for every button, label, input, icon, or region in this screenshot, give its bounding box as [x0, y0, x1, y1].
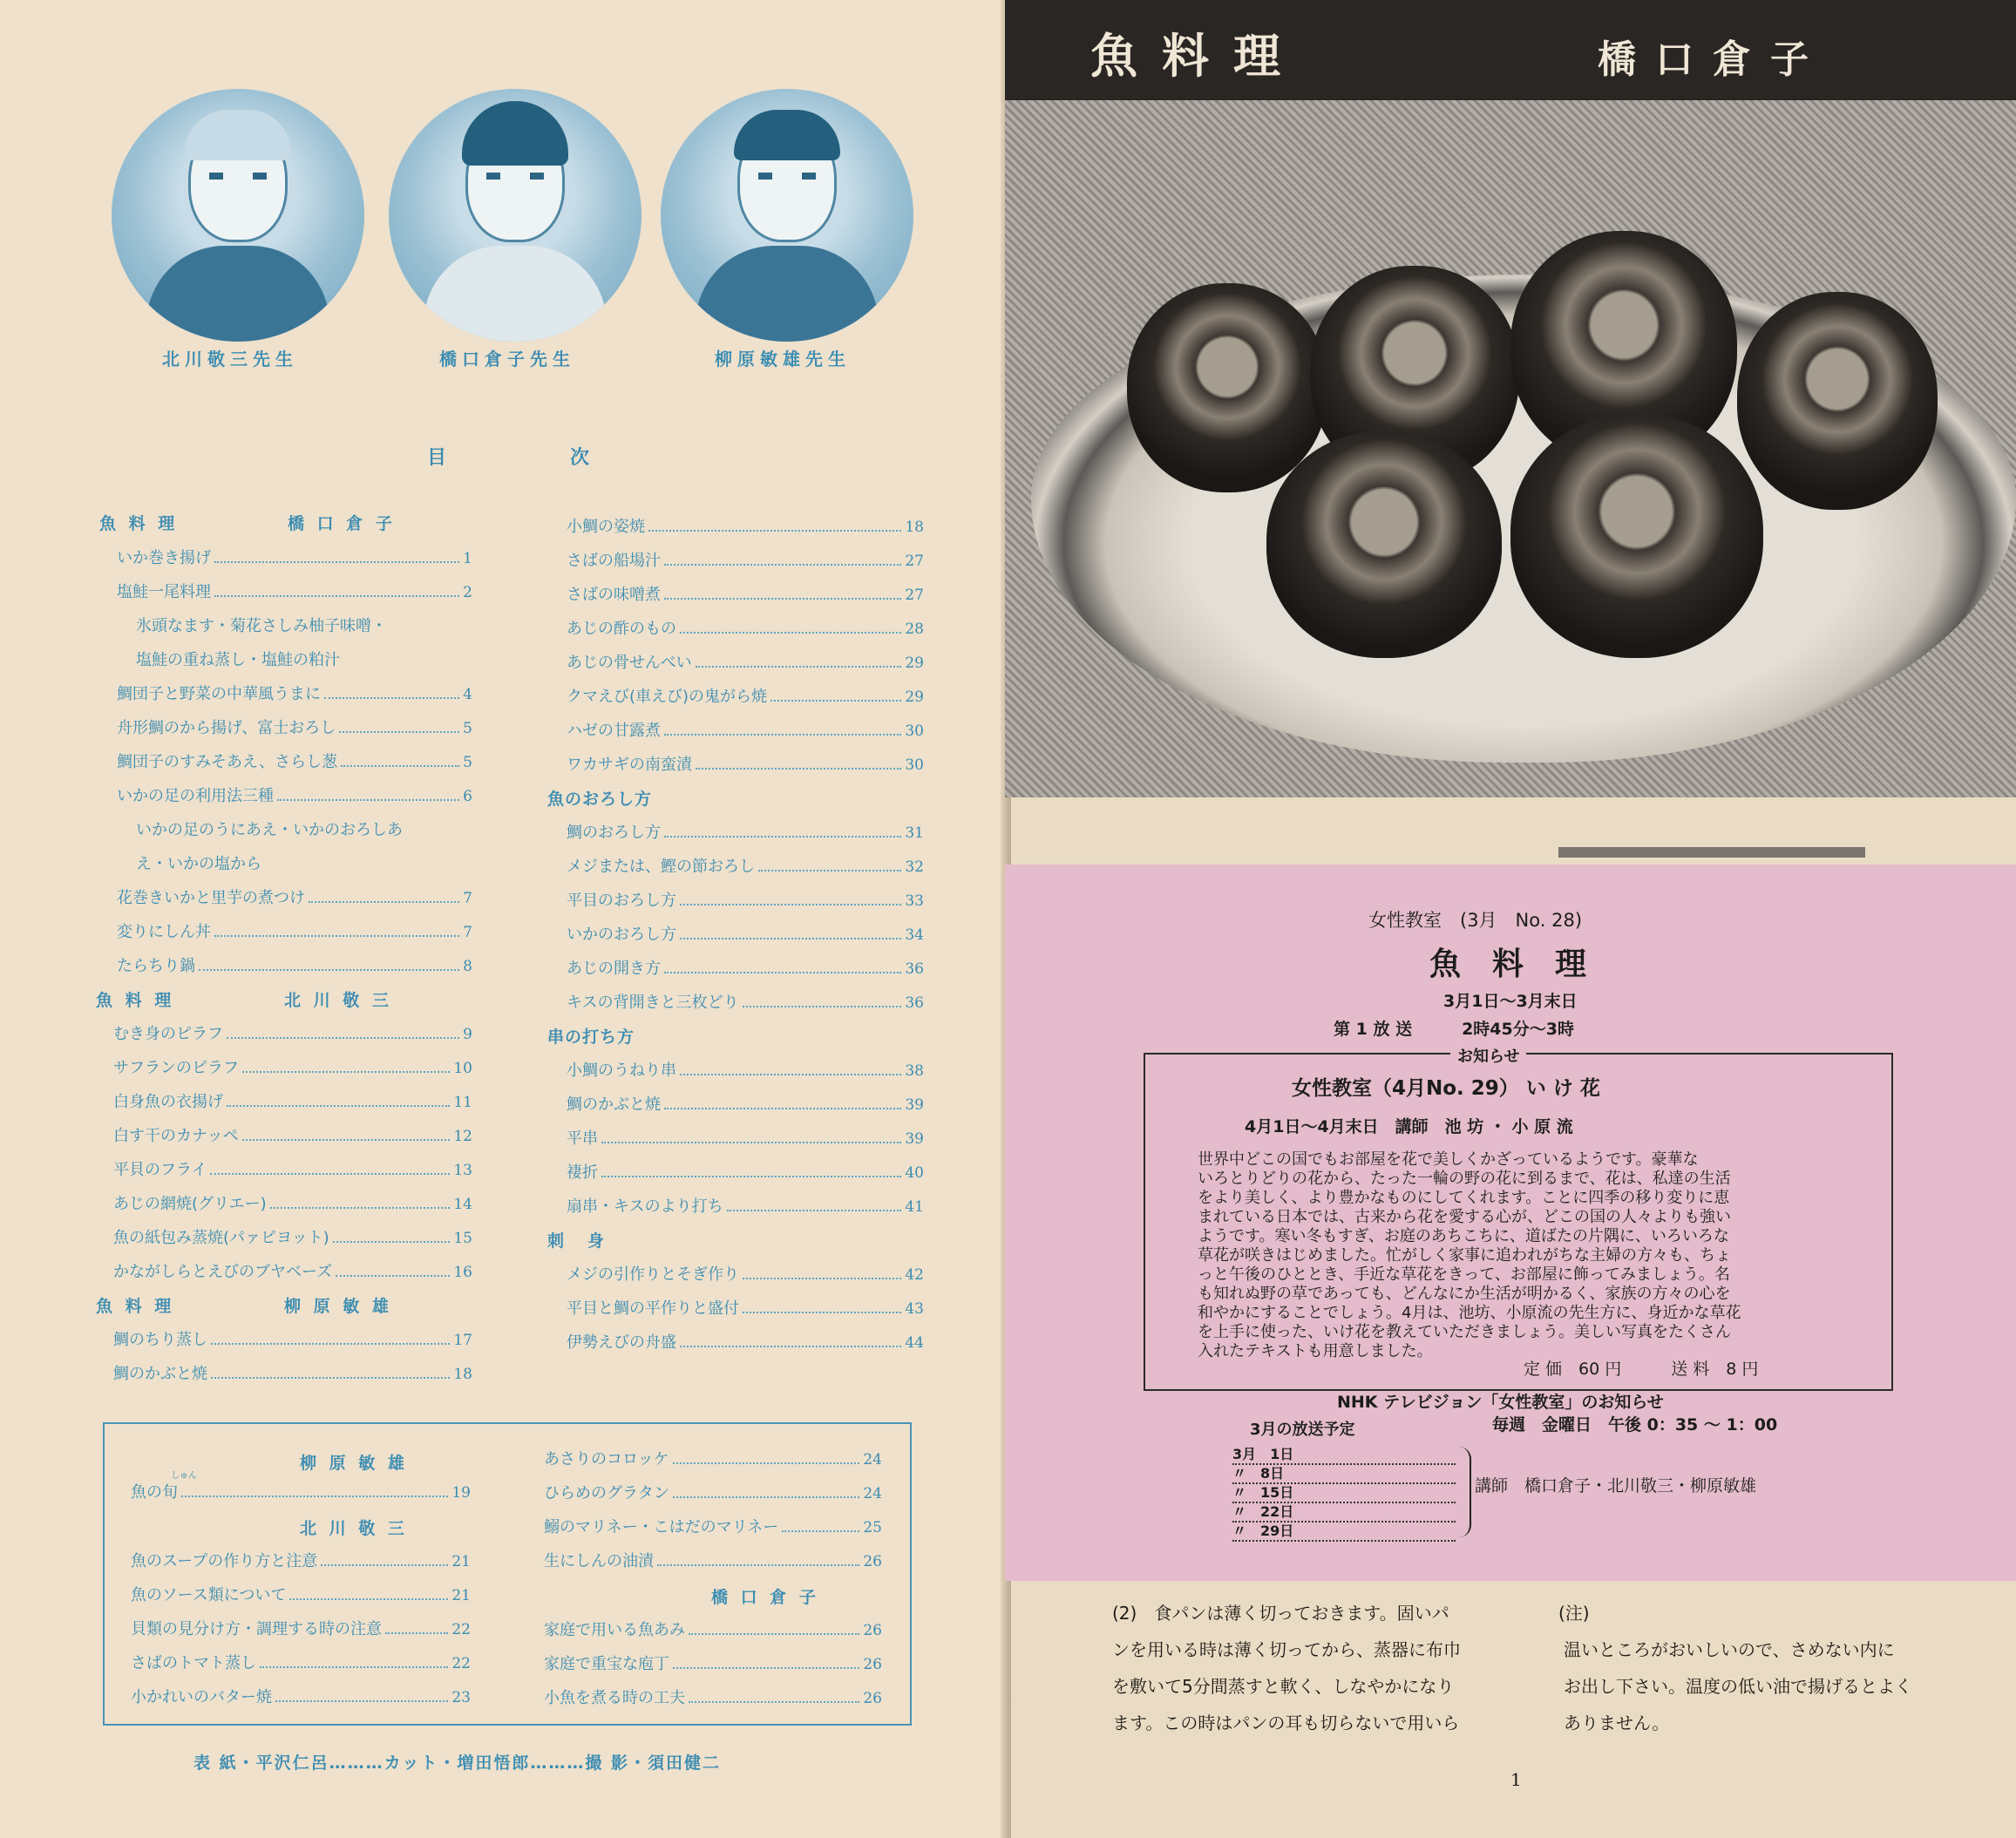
toc-entry-title: 小鯛の姿焼	[567, 518, 645, 536]
leader-dots	[770, 700, 901, 702]
toc-subentry: 塩鮭の重ね蒸し・塩鮭の粕汁	[136, 651, 340, 669]
leader-dots	[664, 598, 901, 600]
toc-page-number: 15	[453, 1230, 472, 1247]
toc-entry	[117, 919, 472, 942]
toc-entry-title: 平串	[567, 1129, 598, 1148]
toc-page-number: 31	[905, 824, 924, 842]
leader-dots	[601, 1176, 901, 1177]
toc-page-number: 17	[453, 1332, 472, 1349]
toc-entry-title: さばのトマト蒸し	[131, 1654, 256, 1672]
toc-entry	[567, 752, 924, 775]
toc-subentry: え・いかの塩から	[136, 855, 261, 873]
toc-entry-title: 平目のおろし方	[567, 892, 676, 910]
leader-dots	[339, 731, 459, 733]
toc-page-number: 30	[905, 756, 924, 774]
toc-page-number: 6	[463, 788, 472, 805]
toc-entry-title: 平貝のフライ	[113, 1161, 207, 1179]
toc-page-number: 42	[905, 1266, 924, 1284]
toc-page-number: 26	[863, 1622, 882, 1639]
toc-entry	[117, 546, 472, 568]
leader-dots	[696, 768, 901, 770]
toc-entry-title: 伊勢えびの舟盛	[567, 1333, 676, 1352]
toc-section: 魚 料 理	[99, 514, 179, 533]
toc-subentry: 氷頭なます・菊花さしみ柚子味噌・	[136, 617, 387, 635]
toc-entry	[567, 1330, 924, 1353]
toc-entry	[567, 650, 924, 673]
leader-dots	[782, 1530, 859, 1532]
toc-page-number: 21	[451, 1553, 471, 1570]
toc-page-number: 36	[905, 960, 924, 978]
toc-page-number: 26	[863, 1553, 882, 1570]
leader-dots	[309, 901, 459, 903]
toc-entry-title: 鯛のかぶと焼	[113, 1365, 207, 1383]
leader-dots	[601, 1142, 901, 1143]
leader-dots	[260, 1666, 448, 1668]
leader-dots	[673, 1667, 859, 1669]
toc-page-number: 39	[905, 1130, 924, 1148]
toc-entry-title: キスの背開きと三枚どり	[567, 994, 739, 1012]
toc-entry	[567, 888, 924, 911]
body-text-line: ありません。	[1564, 1713, 1670, 1733]
toc-entry	[113, 1225, 472, 1248]
toc-page-number: 11	[453, 1094, 472, 1111]
toc-entry-title: 白身魚の衣揚げ	[113, 1093, 223, 1111]
portrait-kitagawa	[112, 89, 364, 342]
toc-entry	[567, 1194, 924, 1217]
leader-dots	[664, 972, 901, 973]
page-title: 魚料理	[1090, 28, 1305, 84]
leader-dots	[689, 1701, 859, 1703]
notice-label: お知らせ	[1450, 1044, 1526, 1067]
toc-entry	[544, 1549, 882, 1571]
leader-dots	[680, 1074, 901, 1075]
toc-entry-title: あじの網焼(グリエー)	[113, 1195, 267, 1213]
toc-entry	[113, 1191, 472, 1214]
slip-title: 魚 料 理	[1429, 946, 1587, 982]
toc-entry-title: 鯛団子と野菜の中華風うまに	[117, 685, 321, 703]
leader-dots	[680, 1346, 901, 1347]
toc-author: 橋 口 倉 子	[711, 1588, 819, 1607]
title-band	[1005, 0, 2016, 100]
toc-page-number: 39	[905, 1096, 924, 1114]
tv-time: 毎週 金曜日 午後 0：35 ～ 1：00	[1492, 1415, 1778, 1434]
leader-dots	[673, 1496, 860, 1498]
toc-entry-title: 鯛団子のすみそあえ、さらし葱	[117, 753, 338, 771]
toc-entry-title: さばの船場汁	[567, 552, 661, 570]
toc-entry-title: 白す干のカナッペ	[113, 1127, 239, 1145]
toc-entry	[544, 1515, 882, 1537]
tv-date: 〃 15日	[1232, 1482, 1456, 1503]
toc-entry-title: 魚のスープの作り方と注意	[131, 1552, 318, 1570]
toc-entry-title: いかの足の利用法三種	[117, 787, 274, 805]
leader-dots	[275, 1700, 448, 1702]
toc-author: 柳 原 敏 雄	[300, 1454, 408, 1473]
toc-author: 橋 口 倉 子	[288, 514, 396, 533]
next-dates: 4月1日～4月末日 講師 池 坊 ・ 小 原 流	[1245, 1117, 1573, 1136]
toc-entry	[131, 1583, 471, 1605]
toc-entry	[117, 749, 472, 772]
page-number: 1	[1510, 1769, 1522, 1790]
toc-entry	[113, 1259, 472, 1282]
toc-entry	[567, 548, 924, 571]
squid-roll	[1510, 414, 1763, 658]
toc-entry	[117, 783, 472, 806]
toc-entry	[131, 1549, 471, 1571]
leader-dots	[242, 1071, 450, 1073]
toc-entry-title: メジの引作りとそぎ作り	[567, 1265, 739, 1284]
toc-entry-title: あじの骨せんべい	[567, 654, 692, 672]
dish-photo	[1005, 100, 2016, 797]
toc-entry	[544, 1685, 882, 1708]
leader-dots	[321, 1564, 448, 1566]
body-text-line: を敷いて5分間蒸すと軟く、しなやかになり	[1112, 1676, 1455, 1697]
leader-dots	[210, 1173, 450, 1175]
toc-author: 北 川 敬 三	[284, 991, 392, 1010]
toc-entry	[113, 1055, 472, 1078]
leader-dots	[227, 1105, 450, 1107]
tv-lecturers: 講師 橋口倉子・北川敬三・柳原敏雄	[1475, 1476, 1757, 1495]
toc-entry-title: ハゼの甘露煮	[567, 722, 661, 740]
toc-entry	[117, 716, 472, 738]
toc-page-number: 34	[905, 926, 924, 944]
toc-page-number: 33	[905, 892, 924, 910]
toc-entry-title: 魚の紙包み蒸焼(パァピヨット)	[113, 1229, 329, 1247]
credits: 表 紙・平沢仁呂………カット・増田悟郎………撮 影・須田健二	[193, 1753, 722, 1773]
toc-entry	[567, 820, 924, 843]
leader-dots	[758, 870, 901, 872]
portrait-yanagihara	[661, 89, 913, 342]
author-name: 橋口倉子	[1598, 37, 1828, 82]
leader-dots	[727, 1210, 902, 1211]
toc-author: 柳 原 敏 雄	[284, 1297, 392, 1316]
toc-entry-title: 生にしんの油漬	[544, 1552, 654, 1570]
notice-body-line: を上手に使った、いけ花を教えていただきましょう。美しい写真をたくさん	[1198, 1323, 1731, 1341]
toc-entry-title: 貝類の見分け方・調理する時の注意	[131, 1620, 382, 1638]
toc-page-number: 12	[453, 1128, 472, 1145]
toc-author: 北 川 敬 三	[300, 1519, 408, 1538]
toc-subentry: いかの足のうにあえ・いかのおろしあ	[136, 821, 403, 839]
toc-page-number: 5	[463, 754, 472, 771]
toc-page-number: 2	[463, 584, 472, 601]
portrait-hashiguchi	[389, 89, 641, 342]
toc-entry-title: 小鯛のうねり串	[567, 1061, 676, 1080]
toc-entry-title: 褄折	[567, 1163, 598, 1182]
leader-dots	[743, 1006, 902, 1007]
price: 定 価 60 円 送 料 8 円	[1524, 1360, 1759, 1379]
leader-dots	[657, 1564, 859, 1566]
toc-entry	[131, 1617, 471, 1639]
leader-dots	[199, 969, 459, 971]
leader-dots	[242, 1139, 451, 1141]
toc-entry-title: あさりのコロッケ	[544, 1450, 669, 1468]
toc-entry	[113, 1327, 472, 1350]
toc-entry	[567, 1262, 924, 1285]
toc-page-number: 26	[863, 1656, 882, 1673]
toc-entry-title: いか巻き揚げ	[117, 549, 211, 567]
next-title: 女性教室（4月No. 29） い け 花	[1292, 1077, 1600, 1100]
toc-entry	[544, 1447, 882, 1469]
notice-body-line: 入れたテキストも用意しました。	[1198, 1342, 1433, 1360]
toc-entry-title: 小魚を煮る時の工夫	[544, 1689, 685, 1707]
slip-dates: 3月1日～3月末日	[1443, 992, 1578, 1011]
toc-entry-title: 鯛のちり蒸し	[113, 1331, 207, 1349]
leader-dots	[277, 799, 459, 801]
toc-entry	[117, 953, 472, 976]
toc-entry	[567, 684, 924, 707]
leader-dots	[673, 1462, 860, 1464]
leader-dots	[214, 561, 459, 563]
toc-entry	[113, 1123, 472, 1146]
toc-page-number: 1	[463, 550, 472, 567]
leader-dots	[333, 1241, 451, 1243]
body-text-line: 温いところがおいしいので、さめない内に	[1564, 1639, 1895, 1660]
portrait-caption: 橋口倉子先生	[439, 349, 575, 370]
toc-page-number: 24	[863, 1451, 882, 1468]
toc-entry-title: あじの開き方	[567, 960, 661, 978]
leader-dots	[385, 1632, 448, 1634]
toc-page-number: 23	[451, 1689, 471, 1706]
leader-dots	[680, 938, 901, 939]
toc-page-number: 13	[453, 1162, 472, 1179]
toc-entry	[567, 616, 924, 639]
toc-page-number: 5	[463, 720, 472, 737]
squid-roll	[1266, 431, 1502, 658]
body-text-line: ます。この時はパンの耳も切らないで用いら	[1112, 1713, 1460, 1733]
toc-entry	[117, 885, 472, 908]
toc-page-number: 38	[905, 1062, 924, 1080]
toc-heading: 目 次	[427, 447, 592, 469]
toc-entry	[544, 1481, 882, 1503]
notice-body-line: まれている日本では、古来から花を愛する心が、どこの国の人々よりも強い	[1198, 1208, 1731, 1226]
toc-entry-title: ワカサギの南蛮漬	[567, 756, 692, 774]
leader-dots	[689, 1633, 859, 1635]
leader-dots	[214, 935, 459, 937]
toc-page-number: 10	[453, 1060, 472, 1077]
leader-dots	[214, 595, 459, 597]
leader-dots	[664, 734, 901, 736]
toc-page-number: 8	[463, 958, 472, 975]
toc-entry	[117, 580, 472, 602]
toc-entry-title: 扇串・キスのより打ち	[567, 1197, 723, 1216]
toc-entry-title: さばの味噌煮	[567, 586, 661, 604]
toc-entry	[113, 1361, 472, 1384]
leader-dots	[743, 1278, 901, 1279]
toc-entry	[567, 514, 924, 537]
toc-entry-title: あじの酢のもの	[567, 620, 676, 638]
tv-date: 〃 29日	[1232, 1520, 1456, 1542]
toc-entry	[544, 1618, 882, 1640]
toc-entry-title: サフランのピラフ	[113, 1059, 239, 1077]
slip-series: 女性教室 (3月 No. 28)	[1368, 910, 1583, 931]
body-text-line: (2) 食パンは薄く切っておきます。固いパ	[1112, 1603, 1449, 1624]
leader-dots	[680, 904, 901, 905]
toc-entry-title: いかのおろし方	[567, 926, 676, 944]
leader-dots	[211, 1343, 450, 1345]
toc-page-number: 18	[453, 1366, 472, 1383]
toc-page-number: 40	[905, 1164, 924, 1182]
leader-dots	[664, 836, 901, 838]
toc-page-number: 25	[863, 1519, 882, 1536]
toc-entry	[567, 1126, 924, 1149]
toc-entry-title: たらちり鍋	[117, 957, 195, 975]
toc-entry-title: 平目と鯛の平作りと盛付	[567, 1299, 739, 1318]
toc-page-number: 7	[463, 890, 472, 907]
toc-entry-title: 家庭で重宝な庖丁	[544, 1655, 669, 1673]
toc-entry-title: 魚の旬	[131, 1483, 178, 1502]
portrait-caption: 北川敬三先生	[162, 349, 298, 370]
notice-body-line: も知れぬ野の草であっても、どんなにか生活が明かるく、家族の方々の心を	[1198, 1285, 1731, 1303]
toc-entry-title: 塩鮭一尾料理	[117, 583, 211, 601]
toc-page-number: 9	[463, 1026, 472, 1043]
toc-entry-title: 変りにしん丼	[117, 923, 211, 941]
notice-body-line: 世界中どこの国でもお部屋を花で美しくかざっているようです。豪華な	[1198, 1150, 1699, 1169]
leader-dots	[341, 765, 459, 767]
toc-page-number: 19	[451, 1484, 471, 1502]
toc-entry-title: 鯛のかぶと焼	[567, 1095, 661, 1114]
toc-page-number: 29	[905, 654, 924, 672]
leader-dots	[680, 632, 901, 634]
toc-page-number: 16	[453, 1264, 472, 1281]
toc-entry	[567, 1296, 924, 1319]
notice-body-line: いろとりどりの花から、たった一輪の野の花に到るまで、花は、私達の生活	[1198, 1170, 1731, 1188]
tv-date: 〃 8日	[1232, 1462, 1456, 1484]
toc-entry-title: 鰯のマリネー・こはだのマリネー	[544, 1518, 779, 1536]
toc-entry	[567, 1058, 924, 1081]
tv-date: 3月 1日	[1232, 1443, 1456, 1465]
leader-dots	[664, 564, 901, 566]
body-text-line: (注)	[1558, 1603, 1590, 1624]
toc-page-number: 26	[863, 1690, 882, 1707]
toc-entry	[117, 682, 472, 704]
tv-brace	[1459, 1447, 1471, 1537]
toc-page-number: 41	[905, 1198, 924, 1216]
toc-entry	[567, 956, 924, 979]
toc-page-number: 29	[905, 688, 924, 706]
notice-body-line: 和やかにすることでしょう。4月は、池坊、小原流の先生方に、身近かな草花	[1198, 1304, 1741, 1322]
leader-dots	[181, 1495, 448, 1497]
toc-entry	[567, 1092, 924, 1115]
leader-dots	[336, 1275, 450, 1277]
toc-section: 魚のおろし方	[547, 790, 653, 809]
divider	[1558, 847, 1865, 858]
toc-page-number: 14	[453, 1196, 472, 1213]
toc-entry	[113, 1021, 472, 1044]
squid-roll	[1737, 292, 1938, 510]
toc-entry	[567, 922, 924, 945]
toc-page-number: 7	[463, 924, 472, 941]
toc-entry-title: 舟形鯛のから揚げ、富士おろし	[117, 719, 336, 737]
toc-section: 魚 料 理	[96, 991, 175, 1010]
leader-dots	[324, 697, 459, 699]
toc-page-number: 21	[451, 1587, 471, 1604]
toc-entry-title: メジまたは、鰹の節おろし	[567, 858, 755, 876]
toc-entry	[567, 990, 924, 1013]
toc-page-number: 27	[905, 553, 924, 570]
toc-page-number: 4	[463, 686, 472, 703]
leader-dots	[289, 1598, 448, 1600]
toc-entry-title: 花巻きいかと里芋の煮つけ	[117, 889, 305, 907]
toc-entry-title: 魚のソース類について	[131, 1586, 287, 1604]
toc-page-number: 36	[905, 994, 924, 1012]
toc-entry-title: むき身のピラフ	[113, 1025, 223, 1043]
toc-entry	[567, 718, 924, 741]
toc-page-number: 24	[863, 1485, 882, 1502]
leader-dots	[270, 1207, 451, 1209]
toc-page-number: 22	[451, 1655, 471, 1672]
toc-entry-title: 小かれいのバター焼	[131, 1688, 272, 1706]
tv-title: NHK テレビジョン「女性教室」のお知らせ	[1337, 1393, 1664, 1412]
tv-schedule: 3月の放送予定	[1250, 1421, 1355, 1439]
leader-dots	[743, 1312, 901, 1313]
notice-body-line: っと午後のひととき、手近な草花をきって、お部屋に飾ってみましょう。名	[1198, 1265, 1730, 1284]
toc-entry	[131, 1685, 471, 1707]
leader-dots	[648, 530, 901, 532]
notice-body-line: 草花が咲きはじめました。忙がしく家事に追われがちな主婦の方々も、ちょ	[1198, 1246, 1731, 1265]
toc-entry	[567, 854, 924, 877]
toc-page-number: 30	[905, 722, 924, 740]
toc-page-number: 32	[905, 858, 924, 876]
toc-entry	[113, 1089, 472, 1112]
leader-dots	[227, 1037, 459, 1039]
toc-entry	[544, 1651, 882, 1674]
toc-entry-title: ひらめのグラタン	[544, 1484, 669, 1502]
toc-page-number: 28	[905, 621, 924, 638]
toc-page-number: 43	[905, 1300, 924, 1318]
toc-section: 魚 料 理	[96, 1297, 175, 1316]
body-text-line: ンを用いる時は薄く切ってから、蒸器に布巾	[1112, 1639, 1461, 1660]
tv-date: 〃 22日	[1232, 1501, 1456, 1523]
toc-entry-title: クマえび(車えび)の鬼がら焼	[567, 688, 768, 706]
leader-dots	[664, 1108, 901, 1109]
toc-page-number: 18	[905, 519, 924, 536]
body-text-line: お出し下さい。温度の低い油で揚げるとよく	[1564, 1676, 1912, 1697]
slip-broadcast: 第 1 放 送 2時45分～3時	[1334, 1020, 1574, 1039]
notice-body-line: をより美しく、より豊かなものにしてくれます。ことに四季の移り変りに恵	[1198, 1189, 1730, 1207]
toc-entry-title: 鯛のおろし方	[567, 824, 661, 842]
toc-section: 刺 身	[547, 1231, 608, 1251]
toc-entry	[131, 1480, 471, 1502]
toc-entry-title: 家庭で用いる魚あみ	[544, 1621, 685, 1639]
portrait-caption: 柳原敏雄先生	[715, 349, 851, 370]
toc-entry	[567, 1160, 924, 1183]
notice-body-line: ようです。寒い冬もすぎ、お庭のあちこちに、道ばたの片隅に、いろいろな	[1198, 1227, 1729, 1245]
ruby-text: しゅん	[171, 1471, 197, 1481]
squid-roll	[1127, 283, 1327, 492]
toc-section: 串の打ち方	[547, 1028, 635, 1047]
toc-page-number: 27	[905, 587, 924, 604]
toc-page-number: 44	[905, 1334, 924, 1352]
toc-page-number: 22	[451, 1621, 471, 1638]
leader-dots	[696, 666, 902, 668]
toc-entry	[131, 1651, 471, 1673]
toc-entry	[113, 1157, 472, 1180]
toc-entry-title: かながしらとえびのブヤベーズ	[113, 1263, 333, 1281]
toc-entry	[567, 582, 924, 605]
leader-dots	[211, 1377, 450, 1379]
